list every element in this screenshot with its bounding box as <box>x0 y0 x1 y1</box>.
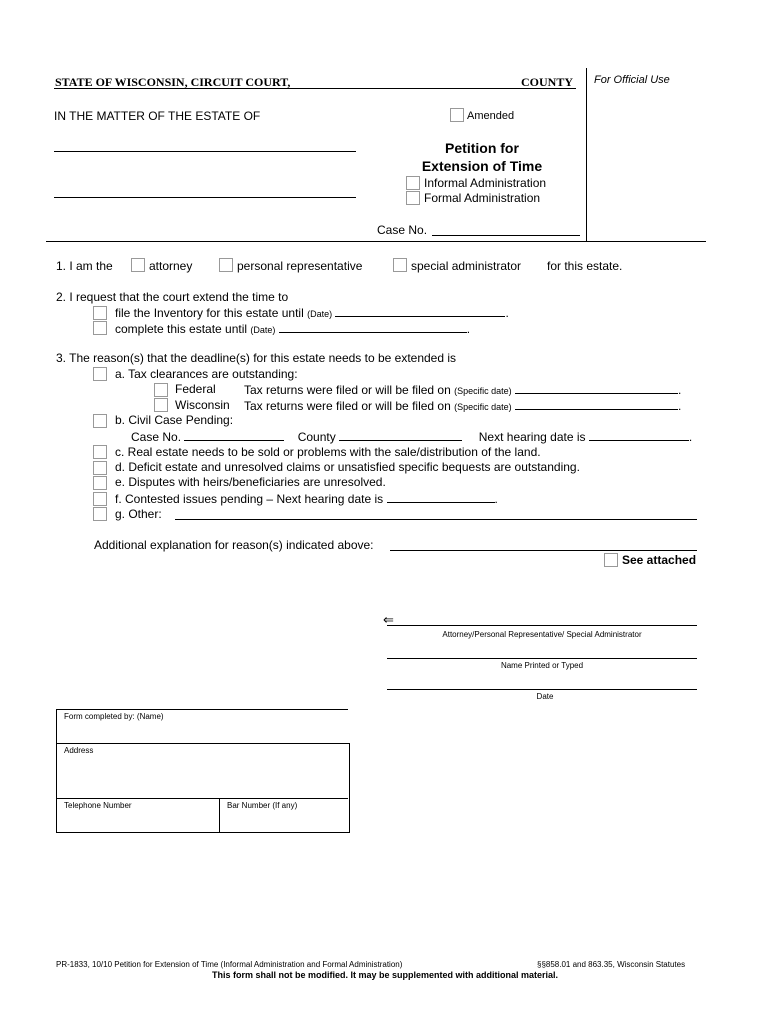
see-attached-checkbox[interactable] <box>604 553 618 567</box>
wisconsin-date-hint: (Specific date) <box>454 402 512 412</box>
contested-label: f. Contested issues pending – Next hearing date is <box>115 492 384 506</box>
attorney-label: attorney <box>149 259 193 273</box>
disputes-checkbox[interactable] <box>93 476 107 490</box>
name-printed-label: Name Printed or Typed <box>500 661 584 670</box>
other-field[interactable] <box>175 519 697 520</box>
footer-form-id: PR-1833, 10/10 Petition for Extension of Time (Informal Administration and Formal Administration) <box>56 960 403 969</box>
additional-field[interactable] <box>390 550 697 551</box>
date-label: Date <box>536 692 554 701</box>
inventory-checkbox[interactable] <box>93 306 107 320</box>
tax-checkbox[interactable] <box>93 367 107 381</box>
formal-checkbox[interactable] <box>406 191 420 205</box>
federal-checkbox[interactable] <box>154 383 168 397</box>
inventory-label: file the Inventory for this estate until <box>115 306 304 320</box>
special-admin-label: special administrator <box>411 259 522 273</box>
wisconsin-label: Wisconsin <box>175 398 230 412</box>
civil-case-no-field[interactable] <box>184 429 284 441</box>
completed-by-name-label: Form completed by: (Name) <box>64 712 164 721</box>
court-heading: STATE OF WISCONSIN, CIRCUIT COURT, <box>55 75 291 89</box>
personal-rep-checkbox[interactable] <box>219 258 233 272</box>
s1-lead: 1. I am the <box>56 259 113 273</box>
complete-date-field[interactable] <box>279 321 467 333</box>
inventory-date-field[interactable] <box>335 305 505 317</box>
informal-label: Informal Administration <box>424 176 547 190</box>
official-use-label: For Official Use <box>594 74 670 86</box>
decedent-name-line-2[interactable] <box>54 197 356 198</box>
civil-county-field[interactable] <box>339 429 462 441</box>
s3-lead: 3. The reason(s) that the deadline(s) for this estate needs to be extended is <box>56 351 457 365</box>
wisconsin-date-field[interactable] <box>515 398 678 410</box>
county-label: COUNTY <box>521 75 574 89</box>
informal-checkbox[interactable] <box>406 176 420 190</box>
complete-date-hint: (Date) <box>250 325 276 335</box>
civil-hearing-label: Next hearing date is <box>478 430 586 444</box>
complete-row <box>115 321 470 336</box>
deficit-checkbox[interactable] <box>93 461 107 475</box>
signature-label: Attorney/Personal Representative/ Special Administrator <box>442 630 642 639</box>
other-checkbox[interactable] <box>93 507 107 521</box>
court-line[interactable] <box>54 88 576 89</box>
real-estate-checkbox[interactable] <box>93 445 107 459</box>
amended-label: Amended <box>467 110 515 122</box>
federal-date-field[interactable] <box>515 382 678 394</box>
period: . <box>505 306 509 320</box>
personal-rep-label: personal representative <box>237 259 363 273</box>
completed-by-box <box>56 743 350 833</box>
wisconsin-tax-text: Tax returns were filed or will be filed on <box>244 399 451 413</box>
bar-number-label: Bar Number (If any) <box>227 801 298 810</box>
see-attached-label: See attached <box>622 553 697 567</box>
wisconsin-row: Tax returns were filed or will be filed on (Specific date) . <box>244 399 682 413</box>
s2-lead: 2. I request that the court extend the time to <box>56 290 289 304</box>
footer-statutes: §§858.01 and 863.35, Wisconsin Statutes <box>537 960 686 969</box>
federal-label: Federal <box>175 382 216 396</box>
telephone-label: Telephone Number <box>64 801 132 810</box>
date-line[interactable] <box>387 689 697 690</box>
signature-line[interactable] <box>387 625 697 626</box>
period: . <box>466 322 471 336</box>
form-title-line2: Extension of Time <box>421 158 543 174</box>
federal-tax-text: Tax returns were filed or will be filed on <box>244 383 451 397</box>
header-divider <box>46 241 706 242</box>
inventory-row <box>115 305 509 320</box>
decedent-name-line[interactable] <box>54 151 356 152</box>
complete-checkbox[interactable] <box>93 321 107 335</box>
other-label: g. Other: <box>115 507 162 521</box>
civil-case-row: Case No. County Next hearing date is . <box>131 430 693 444</box>
civil-county-label: County <box>297 430 336 444</box>
phone-bar-divider <box>219 799 220 832</box>
federal-date-hint: (Specific date) <box>454 386 512 396</box>
inventory-date-hint: (Date) <box>307 309 333 319</box>
address-divider <box>56 798 348 799</box>
footer-notice: This form shall not be modified. It may be supplemented with additional material. <box>211 970 559 980</box>
case-no-label: Case No. <box>377 223 428 237</box>
additional-label: Additional explanation for reason(s) indicated above: <box>94 538 374 552</box>
tax-label: a. Tax clearances are outstanding: <box>115 367 298 381</box>
civil-case-checkbox[interactable] <box>93 414 107 428</box>
complete-label: complete this estate until <box>115 322 248 336</box>
civil-hearing-field[interactable] <box>589 429 689 441</box>
form-title-line1: Petition for <box>445 140 519 156</box>
case-no-field[interactable] <box>432 235 580 236</box>
address-label: Address <box>64 746 94 755</box>
deficit-label: d. Deficit estate and unresolved claims or unsatisfied specific bequests are outstanding. <box>115 460 580 474</box>
s1-tail: for this estate. <box>547 259 623 273</box>
special-admin-checkbox[interactable] <box>393 258 407 272</box>
amended-checkbox[interactable] <box>450 108 464 122</box>
civil-case-no-label: Case No. <box>131 430 182 444</box>
attorney-checkbox[interactable] <box>131 258 145 272</box>
matter-label: IN THE MATTER OF THE ESTATE OF <box>54 109 261 123</box>
completed-by-top-line <box>56 709 348 710</box>
signature-mark-icon: ⇐ <box>383 612 394 627</box>
contested-date-field[interactable] <box>387 491 495 503</box>
civil-case-label: b. Civil Case Pending: <box>115 413 234 427</box>
official-use-divider <box>586 68 587 241</box>
wisconsin-checkbox[interactable] <box>154 398 168 412</box>
contested-checkbox[interactable] <box>93 492 107 506</box>
federal-row: Tax returns were filed or will be filed on (Specific date) . <box>244 383 682 397</box>
disputes-label: e. Disputes with heirs/beneficiaries are unresolved. <box>115 475 386 489</box>
contested-row: f. Contested issues pending – Next hearing date is . <box>115 492 498 506</box>
real-estate-label: c. Real estate needs to be sold or problems with the sale/distribution of the land. <box>115 445 541 459</box>
formal-label: Formal Administration <box>424 191 541 205</box>
name-printed-line[interactable] <box>387 658 697 659</box>
